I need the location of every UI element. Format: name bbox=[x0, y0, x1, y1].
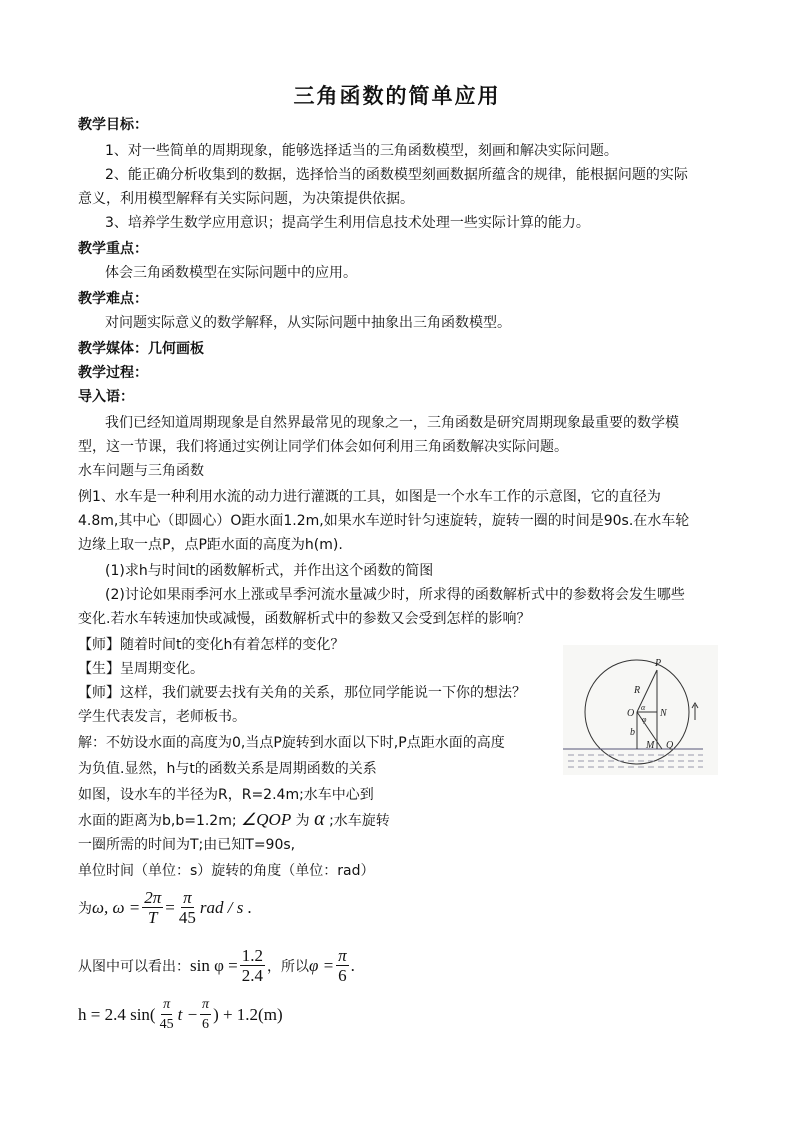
numerator: π bbox=[200, 995, 211, 1015]
heading-objectives: 教学目标： bbox=[78, 117, 148, 133]
label-N: N bbox=[660, 708, 667, 719]
denominator: T bbox=[148, 908, 158, 927]
denominator: 2.4 bbox=[241, 966, 263, 985]
denominator: 6 bbox=[202, 1017, 210, 1032]
paragraph: 【师】这样，我们就要去找有关角的关系，那位同学能说一下你的想法？ bbox=[78, 685, 526, 701]
paragraph: 对问题实际意义的数学解释，从实际问题中抽象出三角函数模型。 bbox=[105, 315, 511, 331]
paragraph: 为负值.显然，h与t的函数关系是周期函数的关系 bbox=[78, 761, 377, 777]
paragraph: 如图，设水车的半径为R，R=2.4m;水车中心到 bbox=[78, 787, 374, 803]
formula-phi bbox=[78, 946, 355, 985]
numerator: 1.2 bbox=[241, 946, 263, 965]
math: . bbox=[350, 955, 355, 975]
paragraph: 学生代表发言，老师板书。 bbox=[78, 709, 246, 725]
fraction bbox=[240, 946, 265, 985]
paragraph: 变化.若水车转速加快或减慢，函数解析式中的参数又会受到怎样的影响？ bbox=[78, 611, 531, 627]
heading-key-points: 教学重点： bbox=[78, 241, 148, 257]
label-O: O bbox=[627, 708, 635, 719]
paragraph: 边缘上取一点P，点P距水面的高度为h(m). bbox=[78, 537, 343, 553]
heading-media: 教学媒体：几何画板 bbox=[78, 341, 204, 357]
numerator: π bbox=[338, 946, 347, 965]
denominator: 45 bbox=[178, 908, 196, 927]
paragraph: 3、培养学生数学应用意识；提高学生利用信息技术处理一些实际计算的能力。 bbox=[105, 215, 590, 231]
paragraph: 2、能正确分析收集到的数据，选择恰当的函数模型刻画数据所蕴含的规律，能根据问题的实际 bbox=[105, 167, 688, 183]
label-M: M bbox=[646, 740, 655, 751]
heading-intro: 导入语： bbox=[78, 389, 134, 405]
paragraph: 单位时间（单位：s）旋转的角度（单位：rad） bbox=[78, 863, 375, 879]
numerator: 2π bbox=[144, 888, 162, 907]
heading-process: 教学过程： bbox=[78, 365, 148, 381]
text: 为 bbox=[78, 900, 92, 917]
math: = bbox=[165, 897, 175, 917]
paragraph: 例1、水车是一种利用水流的动力进行灌溉的工具，如图是一个水车工作的示意图，它的直径为 bbox=[78, 489, 661, 505]
numerator: π bbox=[183, 888, 192, 907]
paragraph: 4.8m,其中心（即圆心）O距水面1.2m,如果水车逆时针匀速旋转，旋转一圈的时间是90s.在水车轮 bbox=[78, 513, 690, 529]
denominator: 6 bbox=[338, 966, 347, 985]
formula-h bbox=[78, 995, 283, 1034]
formula-omega bbox=[78, 888, 252, 927]
label-alpha: α bbox=[641, 703, 646, 712]
paragraph: 体会三角函数模型在实际问题中的应用。 bbox=[105, 265, 357, 281]
denominator: 45 bbox=[159, 1017, 174, 1032]
paragraph: 1、对一些简单的周期现象，能够选择适当的三角函数模型，刻画和解决实际问题。 bbox=[105, 143, 618, 159]
label-phi: φ bbox=[642, 715, 647, 724]
label-R: R bbox=[634, 685, 641, 696]
paragraph: 【师】随着时间t的变化h有着怎样的变化？ bbox=[78, 637, 345, 653]
label-Q: Q bbox=[666, 740, 674, 751]
paragraph bbox=[78, 809, 390, 831]
math: rad / s bbox=[199, 897, 244, 917]
paragraph: 水车问题与三角函数 bbox=[78, 463, 204, 479]
paragraph: (1)求h与时间t的函数解析式，并作出这个函数的简图 bbox=[105, 563, 434, 579]
label-P: P bbox=[655, 658, 662, 669]
fraction bbox=[158, 995, 176, 1034]
page-title: 三角函数的简单应用 bbox=[293, 84, 501, 108]
math: ω, ω = bbox=[92, 897, 141, 917]
paragraph: 型，这一节课，我们将通过实例让同学们体会如何利用三角函数解决实际问题。 bbox=[78, 439, 568, 455]
text: 从图中可以看出： bbox=[78, 958, 190, 975]
fraction bbox=[336, 946, 349, 985]
fraction bbox=[200, 995, 211, 1034]
math: ) + 1.2(m) bbox=[213, 1004, 283, 1024]
text: 水面的距离为b,b=1.2m; bbox=[78, 813, 237, 829]
math-alpha: α bbox=[314, 808, 325, 830]
text: 为 bbox=[295, 813, 310, 829]
math: φ = bbox=[309, 955, 335, 975]
math: h = 2.4 sin( bbox=[78, 1004, 156, 1024]
paragraph: (2)讨论如果雨季河水上涨或旱季河流水量减少时，所求得的函数解析式中的参数将会发生哪些 bbox=[105, 587, 685, 603]
text: ;水车旋转 bbox=[329, 813, 390, 829]
fraction bbox=[177, 888, 198, 927]
water-wheel-figure bbox=[563, 645, 718, 775]
paragraph: 我们已经知道周期现象是自然界最常见的现象之一，三角函数是研究周期现象最重要的数学模 bbox=[105, 415, 679, 431]
paragraph: 解：不妨设水面的高度为0,当点P旋转到水面以下时,P点距水面的高度 bbox=[78, 735, 505, 751]
math-angle: ∠QOP bbox=[241, 810, 292, 829]
paragraph: 意义，利用模型解释有关实际问题，为决策提供依据。 bbox=[78, 191, 414, 207]
paragraph: 【生】呈周期变化。 bbox=[78, 661, 204, 677]
label-b: b bbox=[630, 727, 635, 738]
fraction bbox=[142, 888, 163, 927]
math: t − bbox=[177, 1004, 199, 1024]
numerator: π bbox=[161, 995, 172, 1015]
math: sin φ = bbox=[190, 955, 238, 975]
math: . bbox=[247, 897, 252, 917]
text: ，所以 bbox=[267, 958, 309, 975]
heading-difficulties: 教学难点： bbox=[78, 291, 148, 307]
paragraph: 一圈所需的时间为T;由已知T=90s, bbox=[78, 837, 296, 853]
